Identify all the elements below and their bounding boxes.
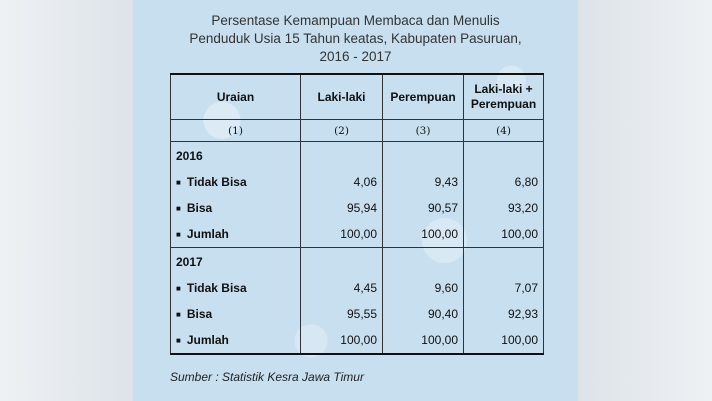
- header-total: [464, 74, 544, 120]
- value-total: 7,07: [464, 275, 544, 301]
- value-total: 100,00: [464, 221, 544, 248]
- table-row: [171, 275, 544, 301]
- value-perempuan: 100,00: [383, 221, 464, 248]
- value-total: 93,20: [464, 195, 544, 221]
- table-title: [133, 12, 578, 66]
- value-laki-laki: 4,45: [301, 275, 383, 301]
- bullet-icon: ■: [176, 310, 181, 319]
- value-laki-laki: 100,00: [301, 327, 383, 354]
- value-perempuan: 90,57: [383, 195, 464, 221]
- value-total: 6,80: [464, 169, 544, 195]
- value-laki-laki: 100,00: [301, 221, 383, 248]
- bullet-icon: ■: [176, 178, 181, 187]
- table-row: [171, 195, 544, 221]
- title-line-1: Persentase Kemampuan Membaca dan Menulis: [211, 13, 500, 28]
- year-row-2016: [171, 142, 544, 170]
- header-uraian: Uraian: [171, 74, 301, 120]
- row-label: ■ Bisa: [171, 195, 301, 221]
- value-total: 100,00: [464, 327, 544, 354]
- document-page: [133, 0, 578, 401]
- year-label: 2016: [171, 142, 301, 170]
- value-perempuan: 9,60: [383, 275, 464, 301]
- table-row: [171, 301, 544, 327]
- value-perempuan: 90,40: [383, 301, 464, 327]
- table-row: [171, 327, 544, 354]
- literacy-table: [170, 73, 544, 355]
- left-margin: [0, 0, 133, 401]
- header-laki-laki: Laki-laki: [301, 74, 383, 120]
- year-label: 2017: [171, 248, 301, 276]
- header-total-line-1: Laki-laki +: [474, 82, 533, 96]
- row-label: ■ Jumlah: [171, 221, 301, 248]
- table-row: [171, 169, 544, 195]
- bullet-icon: ■: [176, 204, 181, 213]
- bullet-icon: ■: [176, 336, 181, 345]
- value-total: 92,93: [464, 301, 544, 327]
- bullet-icon: ■: [176, 230, 181, 239]
- header-total-line-2: Perempuan: [470, 97, 537, 111]
- right-margin: [578, 0, 712, 401]
- table-row: [171, 221, 544, 248]
- value-perempuan: 100,00: [383, 327, 464, 354]
- col-number-4: (4): [464, 120, 544, 142]
- col-number-1: (1): [171, 120, 301, 142]
- header-perempuan: Perempuan: [383, 74, 464, 120]
- col-number-2: (2): [301, 120, 383, 142]
- header-row: [171, 74, 544, 120]
- column-number-row: [171, 120, 544, 142]
- title-line-2: Penduduk Usia 15 Tahun keatas, Kabupaten Pasuruan,: [189, 31, 522, 46]
- col-number-3: (3): [383, 120, 464, 142]
- value-perempuan: 9,43: [383, 169, 464, 195]
- value-laki-laki: 95,94: [301, 195, 383, 221]
- source-note: Sumber : Statistik Kesra Jawa Timur: [170, 370, 364, 384]
- year-row-2017: [171, 248, 544, 276]
- bullet-icon: ■: [176, 284, 181, 293]
- title-line-3: 2016 - 2017: [319, 49, 392, 64]
- value-laki-laki: 95,55: [301, 301, 383, 327]
- row-label: ■ Jumlah: [171, 327, 301, 354]
- row-label: ■ Tidak Bisa: [171, 169, 301, 195]
- value-laki-laki: 4,06: [301, 169, 383, 195]
- row-label: ■ Bisa: [171, 301, 301, 327]
- row-label: ■ Tidak Bisa: [171, 275, 301, 301]
